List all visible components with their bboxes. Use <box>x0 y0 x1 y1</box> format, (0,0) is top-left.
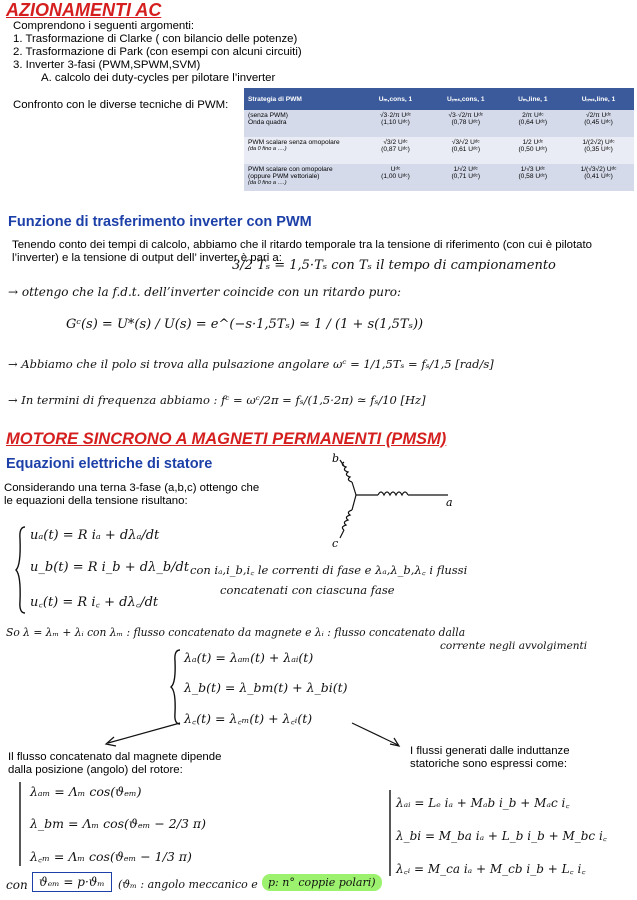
table-cell: 1/(√3√2) Uᵈᶜ (0,41 Uᵈᶜ) <box>563 164 634 191</box>
table-cell: 1/√2 Uᵈᶜ (0,71 Uᵈᶜ) <box>429 164 503 191</box>
voltage-equation: u_b(t) = R i_b + dλ_b/dt <box>30 560 190 575</box>
table-header: Strategia di PWM <box>244 88 362 110</box>
table-cell: √3·√2/π Uᵈᶜ (0,78 Uᵈᶜ) <box>429 110 503 137</box>
handwritten-line: → Abbiamo che il polo si trova alla pulsazione angolare ωᶜ = 1/1,5Tₛ = fₛ/1,5 [rad/s] <box>8 357 494 371</box>
pole-pairs-highlight: p: n° coppie polari) <box>262 874 382 891</box>
currents-note: concatenati con ciascuna fase <box>220 583 395 597</box>
magnet-flux-equation: λ_bm = Λₘ cos(ϑₑₘ − 2/3 π) <box>30 816 206 831</box>
flux-sum-line: So λ = λₘ + λᵢ con λₘ : flusso concatenato da magnete e λᵢ : flusso concatenato dalla <box>6 626 466 639</box>
section-title-azionamenti: AZIONAMENTI AC <box>6 0 162 20</box>
section-title-transfer-function: Funzione di trasferimento inverter con PWM <box>8 214 312 230</box>
flux-equation: λ꜀(t) = λ꜀ₘ(t) + λ꜀ᵢ(t) <box>184 711 313 726</box>
table-cell: √2/π Uᵈᶜ (0,45 Uᵈᶜ) <box>563 110 634 137</box>
diagram-label-b: b <box>332 452 340 465</box>
theta-description: (ϑₘ : angolo meccanico e <box>118 878 258 891</box>
inductance-flux-equation: λ_bi = M_ba iₐ + L_b i_b + M_bc i꜀ <box>396 829 607 843</box>
voltage-equation: uₐ(t) = R iₐ + dλₐ/dt <box>30 528 160 543</box>
table-cell: 2/π Uᵈᶜ (0,64 Uᵈᶜ) <box>503 110 563 137</box>
handwritten-line: → In termini di frequenza abbiamo : fᶜ = ωᶜ/2π = fₛ/(1,5·2π) ≃ fₛ/10 [Hz] <box>8 393 426 407</box>
subsection-title-stator: Equazioni elettriche di statore <box>6 456 213 472</box>
handwritten-transfer-function: Gᶜ(s) = U*(s) / U(s) = e^(−s·1,5Tₛ) ≃ 1 / (1 + s(1,5Tₛ)) <box>66 317 424 332</box>
table-header: Uᵣₘₛ,cons, 1 <box>429 88 503 110</box>
arrow-right-icon <box>352 723 398 745</box>
flux-equation: λₐ(t) = λₐₘ(t) + λₐᵢ(t) <box>184 650 314 665</box>
table-cell: √3/√2 Uᵈᶜ (0,61 Uᵈᶜ) <box>429 137 503 164</box>
inductance-flux-note: I flussi generati dalle induttanze statoriche sono espressi come: <box>410 745 570 770</box>
diagram-label-c: c <box>332 537 339 550</box>
section-title-pmsm: MOTORE SINCRONO A MAGNETI PERMANENTI (PMSM) <box>6 430 447 448</box>
section3-paragraph: Considerando una terna 3-fase (a,b,c) ottengo che le equazioni della tensione risultano: <box>4 482 260 507</box>
table-header: Uₘ,cons, 1 <box>362 88 429 110</box>
compare-label: Confronto con le diverse tecniche di PWM: <box>13 99 229 111</box>
magnet-flux-equation: λₐₘ = Λₘ cos(ϑₑₘ) <box>30 784 142 799</box>
table-header: Uₘ,line, 1 <box>503 88 563 110</box>
theta-con: con <box>6 878 28 892</box>
handwritten-delay: 3/2 Tₛ = 1,5·Tₛ con Tₛ il tempo di campionamento <box>232 258 556 273</box>
magnet-flux-equation: λ꜀ₘ = Λₘ cos(ϑₑₘ − 1/3 π) <box>30 849 192 864</box>
flux-sum-line: corrente negli avvolgimenti <box>440 640 588 652</box>
magnet-flux-note: Il flusso concatenato dal magnete dipende dalla posizione (angolo) del rotore: <box>8 751 222 776</box>
table-cell: √3·2/π Uᵈᶜ (1,10 Uᵈᶜ) <box>362 110 429 137</box>
table-cell: √3/2 Uᵈᶜ (0,87 Uᵈᶜ) <box>362 137 429 164</box>
topic-item: 3. Inverter 3-fasi (PWM,SPWM,SVM) <box>13 59 201 71</box>
handwritten-line: → ottengo che la f.d.t. dell’inverter coincide con un ritardo puro: <box>8 285 402 299</box>
table-cell: PWM scalare con omopolare (oppure PWM vettoriale) (da 0 fino a ….) <box>244 164 362 191</box>
bar-icon <box>386 788 396 880</box>
inductance-flux-equation: λₐᵢ = Lₑ iₐ + Mₐb i_b + Mₐc i꜀ <box>396 796 570 810</box>
topic-item: 2. Trasformazione di Park (con esempi con alcuni circuiti) <box>13 46 302 58</box>
inductance-flux-equation: λ꜀ᵢ = M_ca iₐ + M_cb i_b + L꜀ i꜀ <box>396 862 586 876</box>
arrow-left-icon <box>108 723 180 743</box>
topic-item: 1. Trasformazione di Clarke ( con bilancio delle potenze) <box>13 33 298 45</box>
theta-relation-box: ϑₑₘ = p·ϑₘ <box>32 872 112 892</box>
currents-note: con iₐ,i_b,i꜀ le correnti di fase e λₐ,λ_b,λ꜀ i flussi <box>190 563 468 577</box>
table-header: Uᵣₘₛ,line, 1 <box>563 88 634 110</box>
table-cell: 1/√3 Uᵈᶜ (0,58 Uᵈᶜ) <box>503 164 563 191</box>
voltage-equation: u꜀(t) = R i꜀ + dλ꜀/dt <box>30 595 159 610</box>
diagram-label-a: a <box>446 496 453 509</box>
topic-item: A. calcolo dei duty-cycles per pilotare l’inverter <box>41 72 276 84</box>
table-cell: 1/2 Uᵈᶜ (0,50 Uᵈᶜ) <box>503 137 563 164</box>
table-cell: Uᵈᶜ (1,00 Uᵈᶜ) <box>362 164 429 191</box>
section2-paragraph: Tenendo conto dei tempi di calcolo, abbiamo che il ritardo temporale tra la tensione di riferimento (con cui è pilotato l’inverter) e la tensione di output dell’ inverter è pari a: <box>12 239 592 264</box>
table-cell: (senza PWM) Onda quadra <box>244 110 362 137</box>
table-cell: 1/(2√2) Uᵈᶜ (0,35 Uᵈᶜ) <box>563 137 634 164</box>
bar-icon <box>16 780 26 870</box>
intro-text: Comprendono i seguenti argomenti: <box>13 20 195 32</box>
flux-equation: λ_b(t) = λ_bm(t) + λ_bi(t) <box>184 680 348 695</box>
table-cell: PWM scalare senza omopolare (da 0 fino a ….) <box>244 137 362 164</box>
